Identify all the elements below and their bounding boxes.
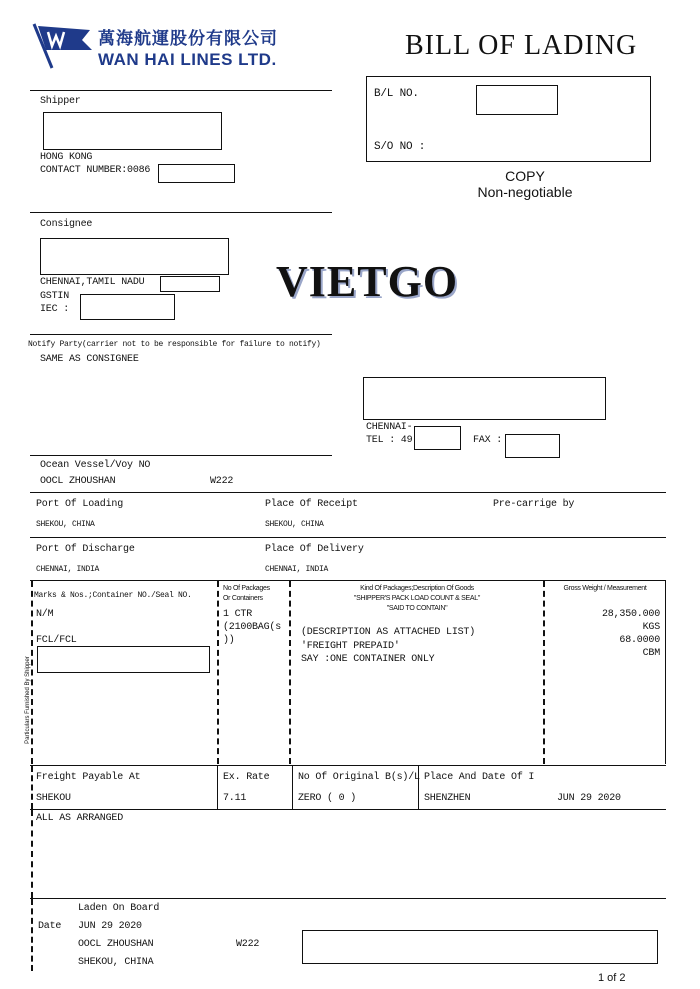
doc-title: BILL OF LADING — [405, 30, 638, 61]
non-negotiable-label: Non-negotiable — [477, 184, 573, 200]
packages-header-1: No Of Packages — [223, 585, 270, 592]
divider — [30, 90, 332, 91]
consignee-city: CHENNAI,TAMIL NADU — [40, 277, 145, 288]
signature-redacted — [302, 930, 658, 964]
company-name-cn: 萬海航運股份有限公司 — [98, 29, 278, 48]
kind-header-3: "SAID TO CONTAIN" — [386, 605, 448, 612]
cargo-right-border — [665, 581, 666, 764]
packages-close: )) — [223, 635, 235, 646]
consignee-city-redacted — [160, 276, 220, 292]
freight-left-dash — [31, 766, 33, 809]
originals-value: ZERO ( 0 ) — [298, 793, 357, 804]
place-receipt-label: Place Of Receipt — [265, 499, 358, 510]
measurement: 68.0000 — [619, 635, 660, 646]
weight-unit: KGS — [642, 622, 660, 633]
notify-tel-redacted — [414, 426, 461, 450]
marks-header: Marks & Nos.;Container NO./Seal NO. — [34, 591, 192, 600]
page-number: 1 of 2 — [598, 972, 626, 984]
divider — [30, 765, 666, 766]
marks-fcl: FCL/FCL — [36, 635, 77, 646]
packages-bags: (2100BAG(s — [223, 622, 282, 633]
place-receipt: SHEKOU, CHINA — [265, 520, 324, 529]
divider — [30, 334, 332, 335]
divider — [30, 537, 666, 538]
vessel-voyage: W222 — [210, 476, 234, 487]
so-no-label: S/O NO : — [374, 141, 426, 153]
onboard-date-label: Date — [38, 921, 62, 932]
desc-say: SAY :ONE CONTAINER ONLY — [301, 654, 435, 665]
consignee-label: Consignee — [40, 219, 93, 230]
packages-count: 1 CTR — [223, 609, 253, 620]
freight-payable-label: Freight Payable At — [36, 772, 141, 783]
consignee-ids-redacted — [80, 294, 175, 320]
shipper-label: Shipper — [40, 96, 81, 107]
onboard-date-value: JUN 29 2020 — [78, 921, 142, 932]
place-delivery-label: Place Of Delivery — [265, 544, 364, 555]
weight-header: Gross Weight / Measurement — [563, 585, 647, 592]
shipper-city: HONG KONG — [40, 152, 93, 163]
vessel-name: OOCL ZHOUSHAN — [40, 476, 116, 487]
freight-col — [217, 766, 218, 809]
marks-nm: N/M — [36, 609, 54, 620]
cargo-left-dash — [31, 581, 33, 764]
onboard-label: Laden On Board — [78, 903, 160, 914]
desc-freight: 'FREIGHT PREPAID' — [301, 641, 400, 652]
notify-value: SAME AS CONSIGNEE — [40, 354, 139, 365]
gross-weight: 28,350.000 — [601, 609, 660, 620]
shipper-redacted — [43, 112, 222, 150]
divider — [30, 898, 666, 899]
vessel-label: Ocean Vessel/Voy NO — [40, 460, 151, 471]
precarriage-label: Pre-carrige by — [493, 499, 575, 510]
freight-payable-value: SHEKOU — [36, 793, 71, 804]
copy-label: COPY — [505, 168, 545, 184]
consignee-redacted — [40, 238, 229, 275]
side-label: Particulars Furnished By Shipper — [25, 656, 31, 744]
arranged-left-dash — [31, 810, 33, 898]
divider — [30, 492, 666, 493]
kind-header-1: Kind Of Packages;Description Of Goods — [360, 585, 474, 592]
divider — [30, 212, 332, 213]
shipper-contact-redacted — [158, 164, 235, 183]
container-no-redacted — [37, 646, 210, 673]
ex-rate-value: 7.11 — [223, 793, 247, 804]
notify-tel: TEL : 49 — [366, 435, 413, 446]
shipper-contact: CONTACT NUMBER:0086 — [40, 165, 151, 176]
onboard-left-dash — [31, 899, 33, 971]
divider — [30, 580, 666, 581]
bl-no-label: B/L NO. — [374, 88, 419, 100]
notify-fax: FAX : — [473, 435, 503, 446]
originals-label: No Of Original B(s)/L — [298, 772, 420, 783]
flag-logo-icon — [30, 20, 100, 72]
notify-label: Notify Party(carrier not to be responsible for failure to notify) — [28, 340, 321, 349]
freight-col — [292, 766, 293, 809]
onboard-vessel: OOCL ZHOUSHAN — [78, 939, 154, 950]
divider — [30, 809, 666, 810]
port-loading: SHEKOU, CHINA — [36, 520, 95, 529]
packages-header-2: Or Containers — [223, 595, 263, 602]
desc-attached: (DESCRIPTION AS ATTACHED LIST) — [301, 627, 476, 638]
port-discharge: CHENNAI, INDIA — [36, 565, 100, 574]
kind-header-2: "SHIPPER'S PACK LOAD COUNT & SEAL" — [353, 595, 481, 602]
cargo-col-dash — [289, 581, 291, 764]
cargo-col-dash — [217, 581, 219, 764]
onboard-voyage: W222 — [236, 939, 260, 950]
port-discharge-label: Port Of Discharge — [36, 544, 135, 555]
port-loading-label: Port Of Loading — [36, 499, 124, 510]
notify-fax-redacted — [505, 434, 560, 458]
freight-arranged: ALL AS ARRANGED — [36, 813, 124, 824]
watermark-vietgo: VIETGO — [276, 257, 459, 306]
place-value: SHENZHEN — [424, 793, 471, 804]
measurement-unit: CBM — [642, 648, 660, 659]
consignee-iec: IEC : — [40, 304, 70, 315]
ex-rate-label: Ex. Rate — [223, 772, 270, 783]
place-delivery: CHENNAI, INDIA — [265, 565, 329, 574]
bl-no-redacted — [476, 85, 558, 115]
consignee-gstin: GSTIN — [40, 291, 70, 302]
issue-date-value: JUN 29 2020 — [557, 793, 621, 804]
onboard-port: SHEKOU, CHINA — [78, 957, 154, 968]
company-logo — [30, 20, 100, 72]
place-date-label: Place And Date Of I — [424, 772, 535, 783]
divider — [30, 455, 332, 456]
notify-agent-city: CHENNAI- — [366, 422, 413, 433]
notify-agent-redacted — [363, 377, 606, 420]
cargo-col-dash — [543, 581, 545, 764]
company-name-en: WAN HAI LINES LTD. — [98, 50, 277, 69]
